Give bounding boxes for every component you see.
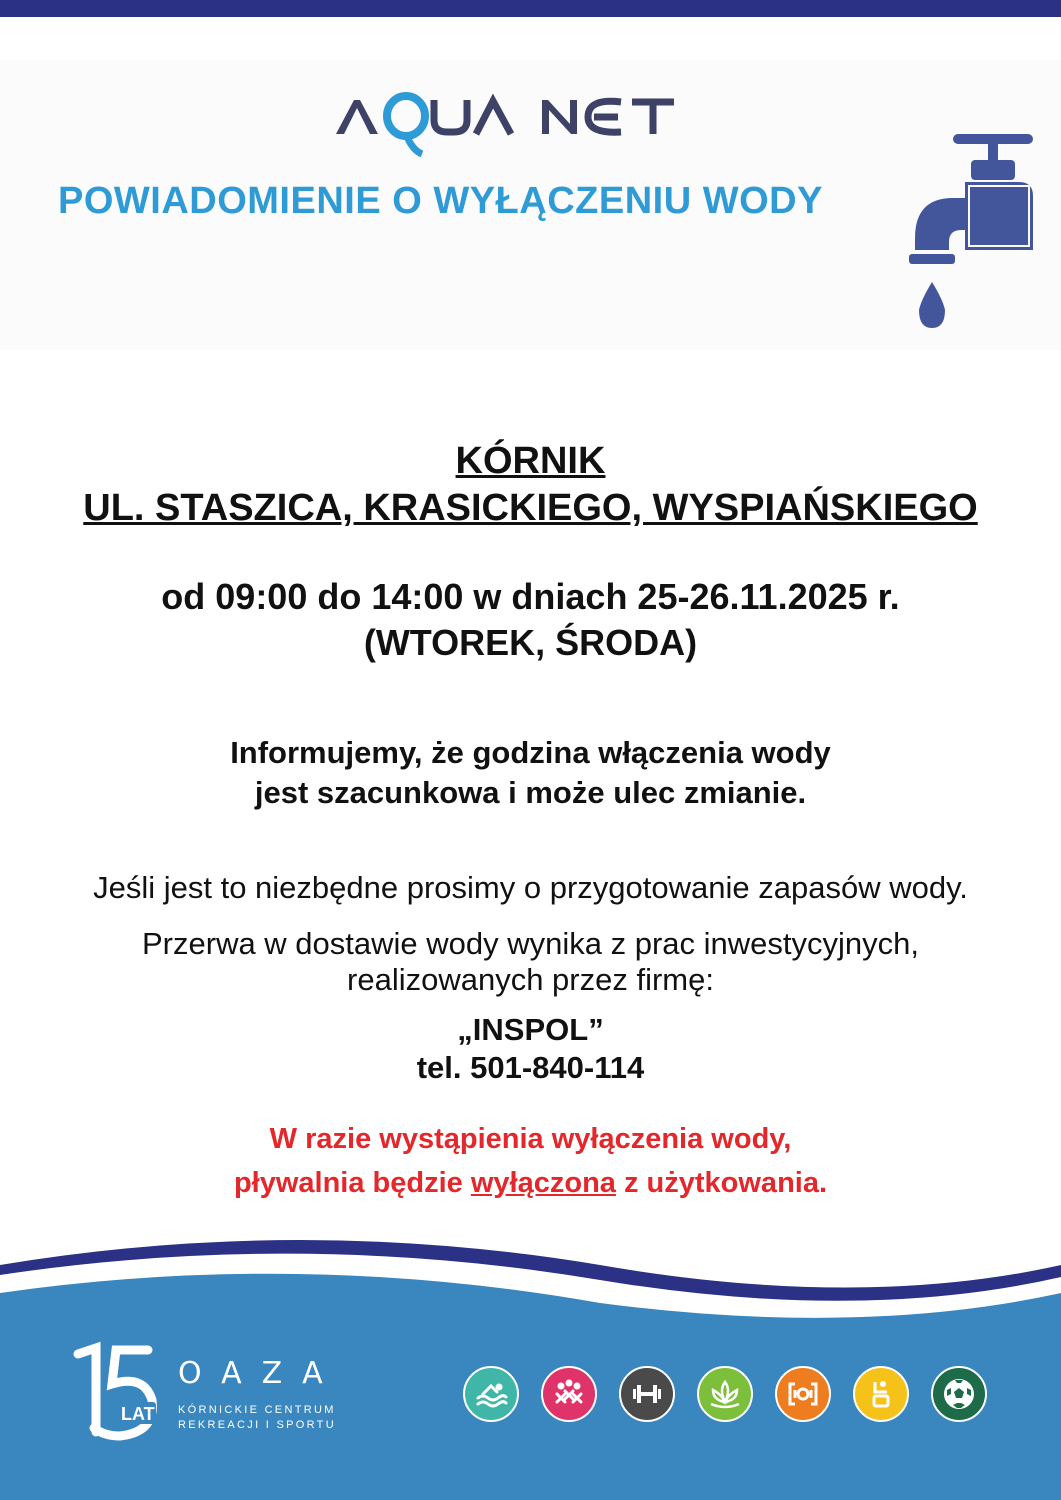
banner-title: POWIADOMIENIE O WYŁĄCZENIU WODY	[58, 180, 823, 222]
contractor-phone: tel. 501-840-114	[416, 1050, 645, 1085]
sports-field-icon	[775, 1366, 831, 1422]
top-border-bar	[0, 0, 1061, 17]
warning-text-after: z użytkowania.	[615, 1167, 828, 1199]
aquanet-logo	[336, 84, 696, 164]
warning-text-before: pływalnia będzie	[233, 1167, 471, 1199]
location-city: KÓRNIK	[455, 440, 606, 482]
contractor-name: „INSPOL”	[457, 1012, 604, 1047]
soccer-ball-icon	[931, 1366, 987, 1422]
oaza-subtitle-1: KÓRNICKIE CENTRUM	[178, 1404, 336, 1416]
lotus-icon	[697, 1366, 753, 1422]
climbing-icon	[853, 1366, 909, 1422]
dumbbell-icon	[619, 1366, 675, 1422]
kids-group-icon	[541, 1366, 597, 1422]
badge-label: LAT	[121, 1404, 155, 1424]
swimming-icon	[463, 1366, 519, 1422]
location-streets: UL. STASZICA, KRASICKIEGO, WYSPIAŃSKIEGO	[83, 487, 978, 529]
warning-line-2	[0, 1167, 1061, 1200]
reason-line-2: realizowanych przez firmę:	[347, 962, 714, 997]
reason-line-1: Przerwa w dostawie wody wynika z prac inwestycyjnych,	[142, 926, 919, 961]
warning-underlined-word: wyłączona	[470, 1167, 616, 1199]
shutoff-time-range: od 09:00 do 14:00 w dniach 25-26.11.2025 r.	[161, 576, 900, 617]
faucet-icon	[905, 130, 1040, 345]
oaza-subtitle-2: REKREACJI I SPORTU	[178, 1419, 336, 1431]
info-line-2: jest szacunkowa i może ulec zmianie.	[254, 775, 807, 810]
info-line-1: Informujemy, że godzina włączenia wody	[230, 735, 831, 770]
oaza-name: OAZA	[178, 1356, 343, 1391]
warning-line-1: W razie wystąpienia wyłączenia wody,	[269, 1123, 792, 1155]
preparation-note: Jeśli jest to niezbędne prosimy o przygotowanie zapasów wody.	[93, 870, 968, 905]
shutoff-weekdays: (WTOREK, ŚRODA)	[363, 622, 698, 663]
